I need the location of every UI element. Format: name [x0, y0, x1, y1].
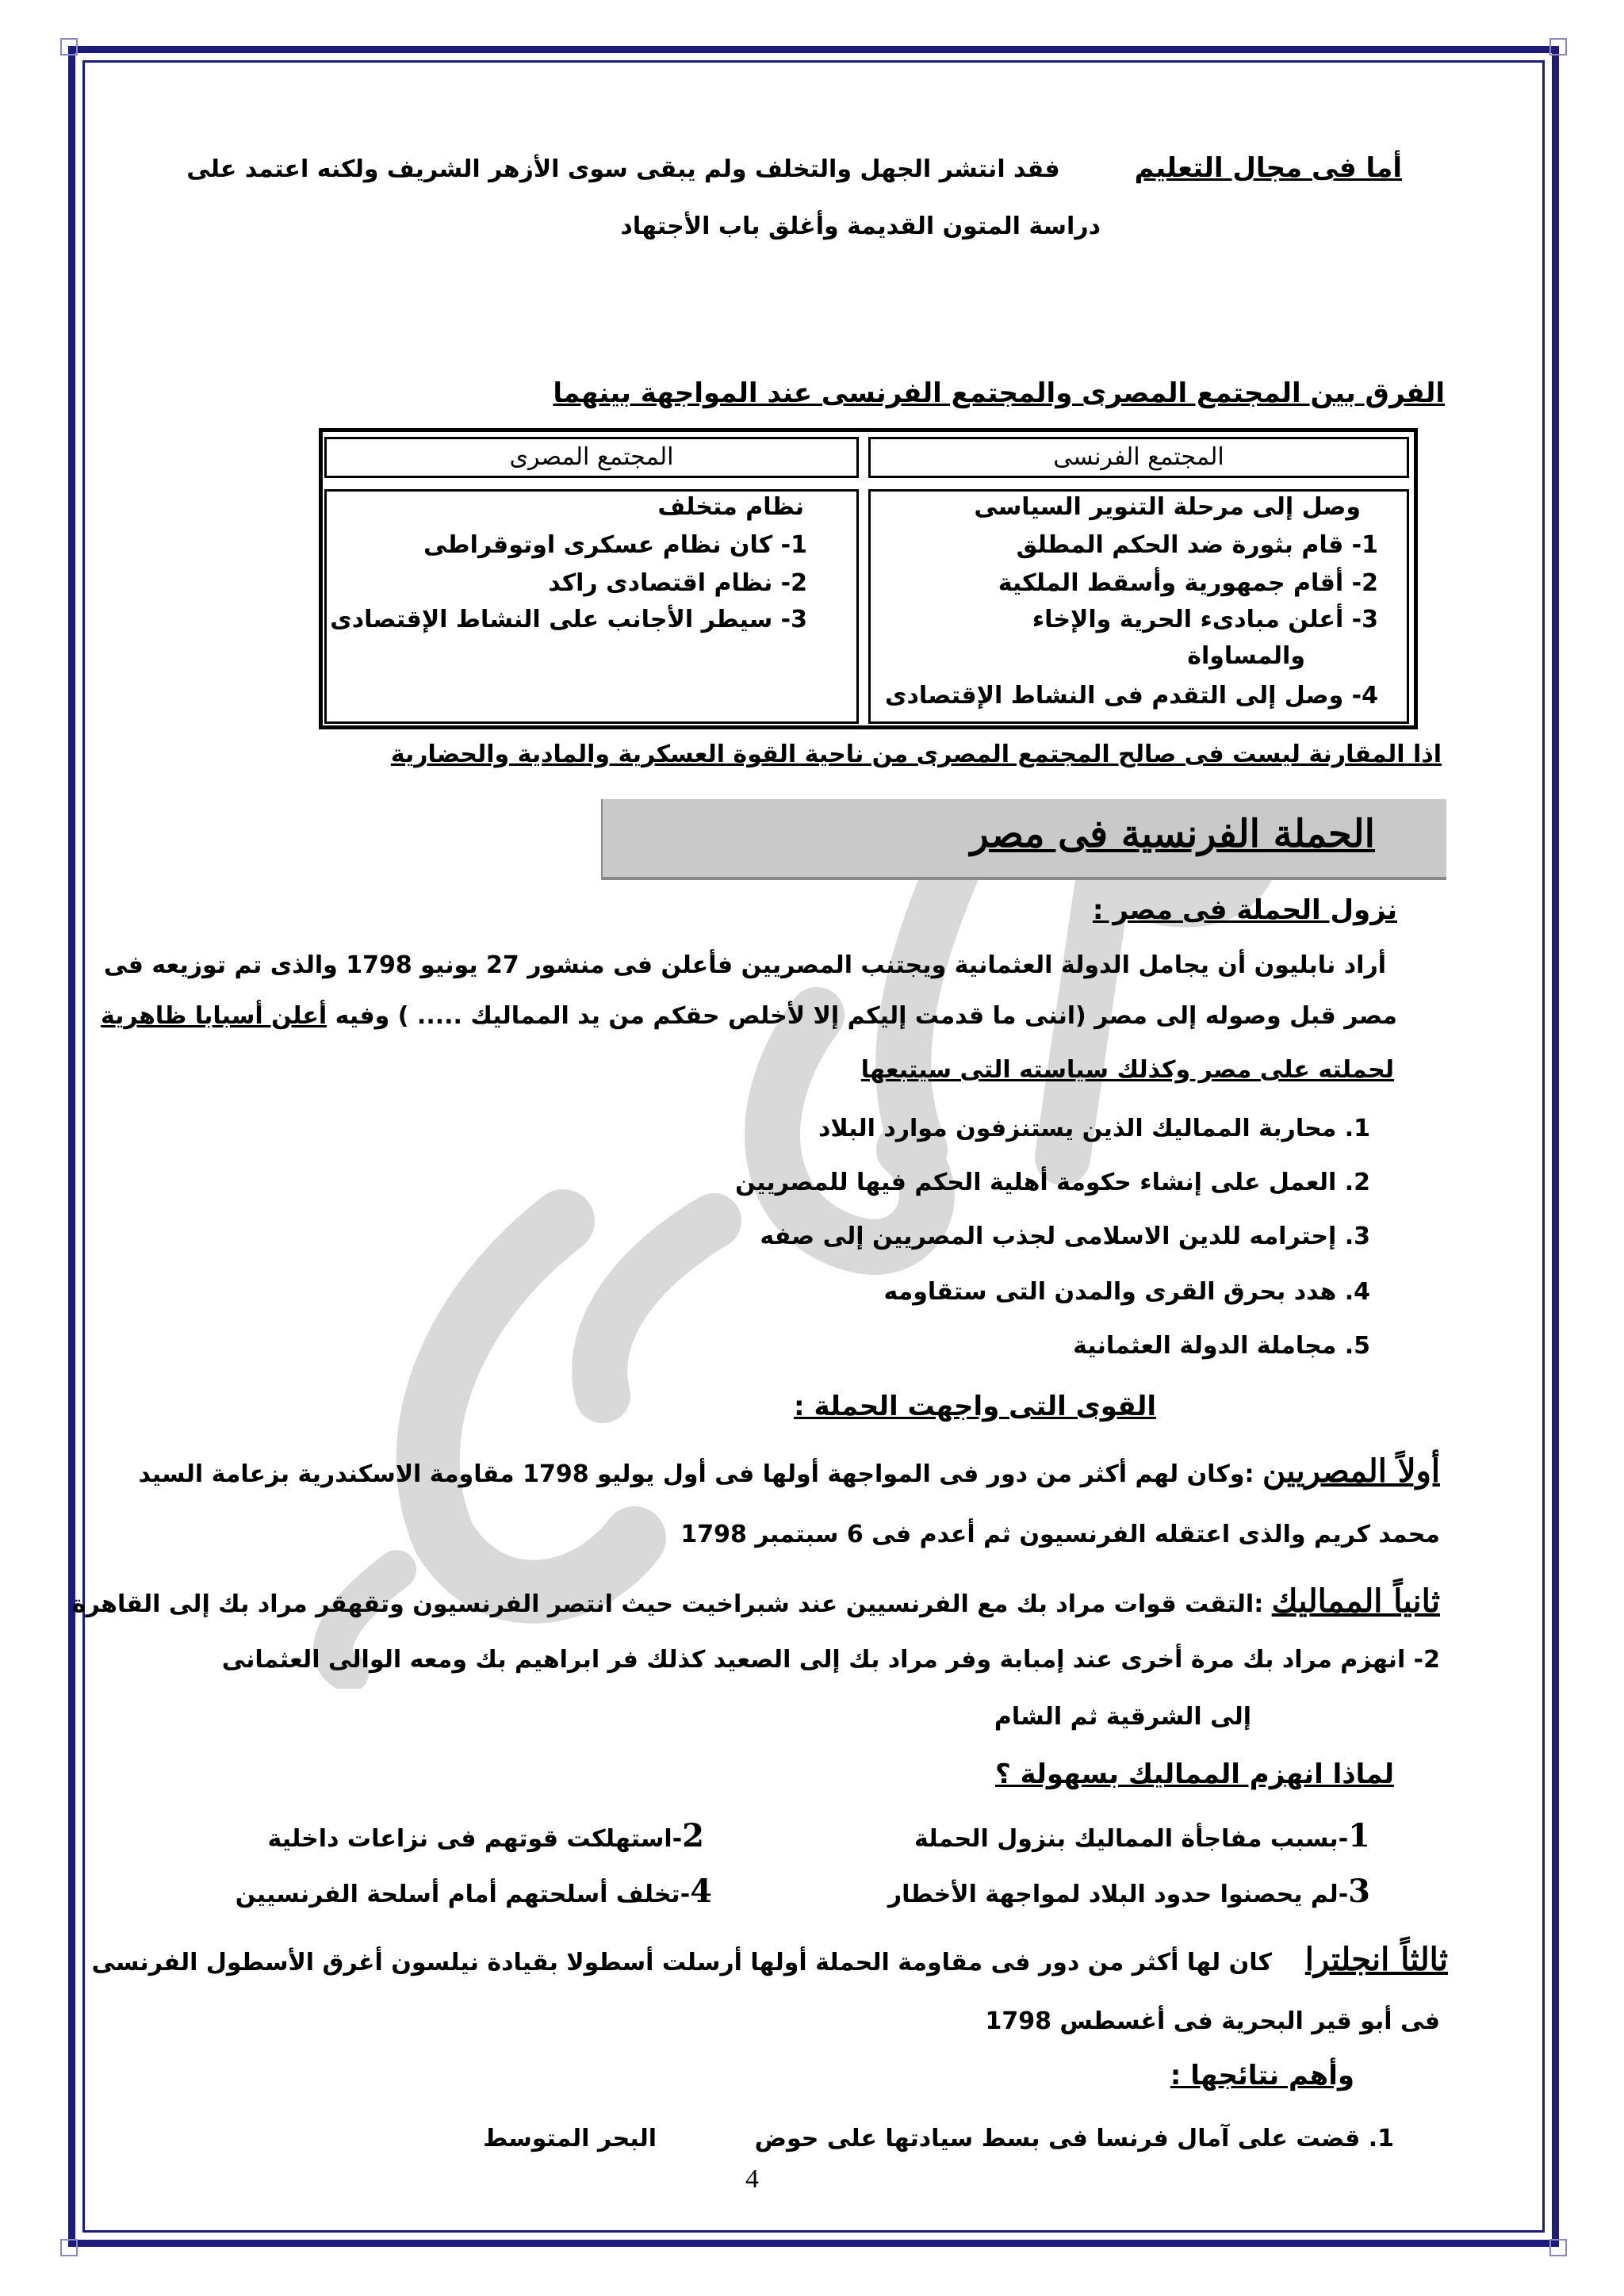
- landing-para-line: أراد نابليون أن يجامل الدولة العثمانية ويجتنب المصريين فأعلن فى منشور 27 يونيو 1798 والذى تم توزيعه فى: [103, 951, 1386, 979]
- corner-ornament: [60, 38, 78, 55]
- french-intro: وصل إلى مرحلة التنوير السياسى: [974, 493, 1361, 521]
- egypt-intro: نظام متخلف: [657, 493, 804, 521]
- french-item: والمساواة: [1187, 642, 1305, 670]
- egypt-item: 1- كان نظام عسكرى اوتوقراطى: [423, 531, 807, 559]
- page-number: 4: [745, 2164, 759, 2194]
- comparison-conclusion: اذا المقارنة ليست فى صالح المجتمع المصرى من ناحية القوة العسكرية والمادية والحضارية: [390, 740, 1442, 768]
- first-force-line2: محمد كريم والذى اعتقله الفرنسيون ثم أعدم فى 6 سبتمبر 1798: [680, 1521, 1440, 1548]
- egypt-header: المجتمع المصرى: [324, 437, 859, 478]
- second-force-label: ثانياً المماليك: [1271, 1582, 1440, 1620]
- second-force-line3: إلى الشرقية ثم الشام: [994, 1703, 1251, 1731]
- landing-para-line: [101, 1001, 1397, 1032]
- mamluk-reason: [914, 1817, 1370, 1855]
- landing-heading: نزول الحملة فى مصر :: [1092, 894, 1397, 926]
- england-label: ثالثاً انجلترا: [1304, 1941, 1448, 1978]
- landing-item: 3. إحترامه للدين الاسلامى لجذب المصريين إلى صفه: [760, 1223, 1370, 1250]
- second-force-line: [71, 1582, 1440, 1621]
- landing-item: 5. مجاملة الدولة العثمانية: [1073, 1332, 1370, 1360]
- education-heading: أما فى مجال التعليم: [1134, 152, 1402, 184]
- french-header: المجتمع الفرنسى: [868, 437, 1409, 478]
- comparison-title: الفرق بين المجتمع المصرى والمجتمع الفرنسى عند المواجهة بينهما: [553, 377, 1445, 409]
- egypt-item: 3- سيطر الأجانب على النشاط الإقتصادى: [330, 606, 807, 633]
- french-item: 3- أعلن مبادىء الحرية والإخاء: [1032, 606, 1378, 633]
- french-item: 1- قام بثورة ضد الحكم المطلق: [1016, 531, 1378, 559]
- mamluk-reason: [887, 1873, 1370, 1911]
- mamluks-question: لماذا انهزم المماليك بسهولة ؟: [994, 1758, 1394, 1790]
- french-item: 2- أقام جمهورية وأسقط الملكية: [998, 569, 1378, 597]
- forces-heading: القوى التى واجهت الحملة :: [794, 1391, 1156, 1422]
- egypt-item: 2- نظام اقتصادى راكد: [548, 569, 807, 597]
- landing-para-emph: أعلن أسبابا ظاهرية: [100, 1002, 327, 1030]
- reason-text: -بسبب مفاجأة المماليك بنزول الحملة: [914, 1825, 1349, 1853]
- reason-number: 4: [690, 1873, 712, 1910]
- education-line1: [186, 152, 1402, 186]
- reason-number: 1: [1348, 1817, 1370, 1854]
- result-item: 1. قضت على آمال فرنسا فى بسط سيادتها على حوض: [754, 2125, 1394, 2152]
- england-line: [91, 1941, 1449, 1979]
- second-force-line2: 2- انهزم مراد بك مرة أخرى عند إمبابة وفر مراد بك إلى الصعيد كذلك فر ابراهيم بك ومعه الوالى العثمانى: [221, 1646, 1440, 1674]
- landing-para-line: لحملته على مصر وكذلك سياسته التى سيتبعها: [860, 1056, 1394, 1084]
- reason-text: -تخلف أسلحتهم أمام أسلحة الفرنسيين: [235, 1881, 691, 1908]
- landing-item: 2. العمل على إنشاء حكومة أهلية الحكم فيها للمصريين: [735, 1169, 1370, 1196]
- first-force-text: :وكان لهم أكثر من دور فى المواجهة أولها فى أول يوليو 1798 مقاومة الاسكندرية بزعامة السيد: [138, 1460, 1254, 1488]
- education-text: فقد انتشر الجهل والتخلف ولم يبقى سوى الأزهر الشريف ولكنه اعتمد على: [186, 155, 1060, 183]
- reason-number: 2: [682, 1817, 704, 1854]
- corner-ornament: [1549, 2239, 1567, 2256]
- banner-title: الحملة الفرنسية فى مصر: [970, 812, 1375, 856]
- result-item-end: البحر المتوسط: [483, 2125, 657, 2152]
- england-text: كان لها أكثر من دور فى مقاومة الحملة أولها أرسلت أسطولا بقيادة نيلسون أغرق الأسطول الفرنسى: [91, 1949, 1272, 1976]
- mamluk-reason: [235, 1873, 712, 1911]
- section-banner: [601, 799, 1446, 880]
- landing-para-text: مصر قبل وصوله إلى مصر (اننى ما قدمت إليكم إلا لأخلص حقكم من يد المماليك ..... ) وفيه: [335, 1002, 1397, 1030]
- first-force-label: أولاً المصريين: [1262, 1452, 1440, 1490]
- results-heading: وأهم نتائجها :: [1170, 2060, 1354, 2091]
- reason-number: 3: [1348, 1873, 1370, 1910]
- first-force-line: [138, 1452, 1440, 1490]
- french-item: 4- وصل إلى التقدم فى النشاط الإقتصادى: [885, 682, 1378, 710]
- reason-text: -استهلكت قوتهم فى نزاعات داخلية: [267, 1825, 683, 1853]
- second-force-text: :التقت قوات مراد بك مع الفرنسيين عند شبراخيت حيث انتصر الفرنسيون وتقهقر مراد بك إلى القاهرة: [71, 1590, 1264, 1618]
- england-line2: فى أبو قير البحرية فى أغسطس 1798: [985, 2007, 1440, 2035]
- landing-item: 4. هدد بحرق القرى والمدن التى ستقاومه: [883, 1278, 1370, 1306]
- education-line2: دراسة المتون القديمة وأغلق باب الأجتهاد: [620, 212, 1101, 240]
- landing-item: 1. محاربة المماليك الذين يستنزفون موارد البلاد: [818, 1115, 1370, 1142]
- reason-text: -لم يحصنوا حدود البلاد لمواجهة الأخطار: [887, 1881, 1349, 1908]
- corner-ornament: [60, 2239, 78, 2256]
- mamluk-reason: [267, 1817, 705, 1855]
- corner-ornament: [1549, 38, 1567, 55]
